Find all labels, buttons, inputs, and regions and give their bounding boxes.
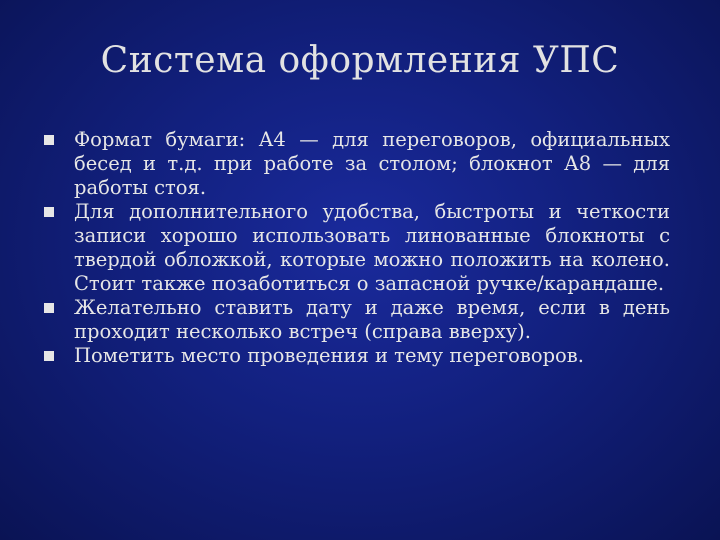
square-bullet-icon xyxy=(44,303,54,313)
bullet-text: Пометить место проведения и тему переговоров. xyxy=(74,344,584,367)
bullet-text: Формат бумаги: А4 — для переговоров, официальных бесед и т.д. при работе за столом; блокнот А8 — для работы стоя. xyxy=(74,128,670,199)
square-bullet-icon xyxy=(44,135,54,145)
square-bullet-icon xyxy=(44,207,54,217)
bullet-text: Для дополнительного удобства, быстроты и четкости записи хорошо использовать линованные блокноты с твердой обложкой, которые можно положить на колено. Стоит также позаботиться о запасной ручке/карандаше. xyxy=(74,200,670,295)
bullet-text: Желательно ставить дату и даже время, если в день проходит несколько встреч (справа вверху). xyxy=(74,296,670,343)
bullet-list xyxy=(44,128,670,368)
bullet-item xyxy=(44,344,670,368)
bullet-item xyxy=(44,296,670,344)
slide-title: Система оформления УПС xyxy=(100,40,620,81)
bullet-item xyxy=(44,128,670,200)
bullet-item xyxy=(44,200,670,296)
square-bullet-icon xyxy=(44,351,54,361)
